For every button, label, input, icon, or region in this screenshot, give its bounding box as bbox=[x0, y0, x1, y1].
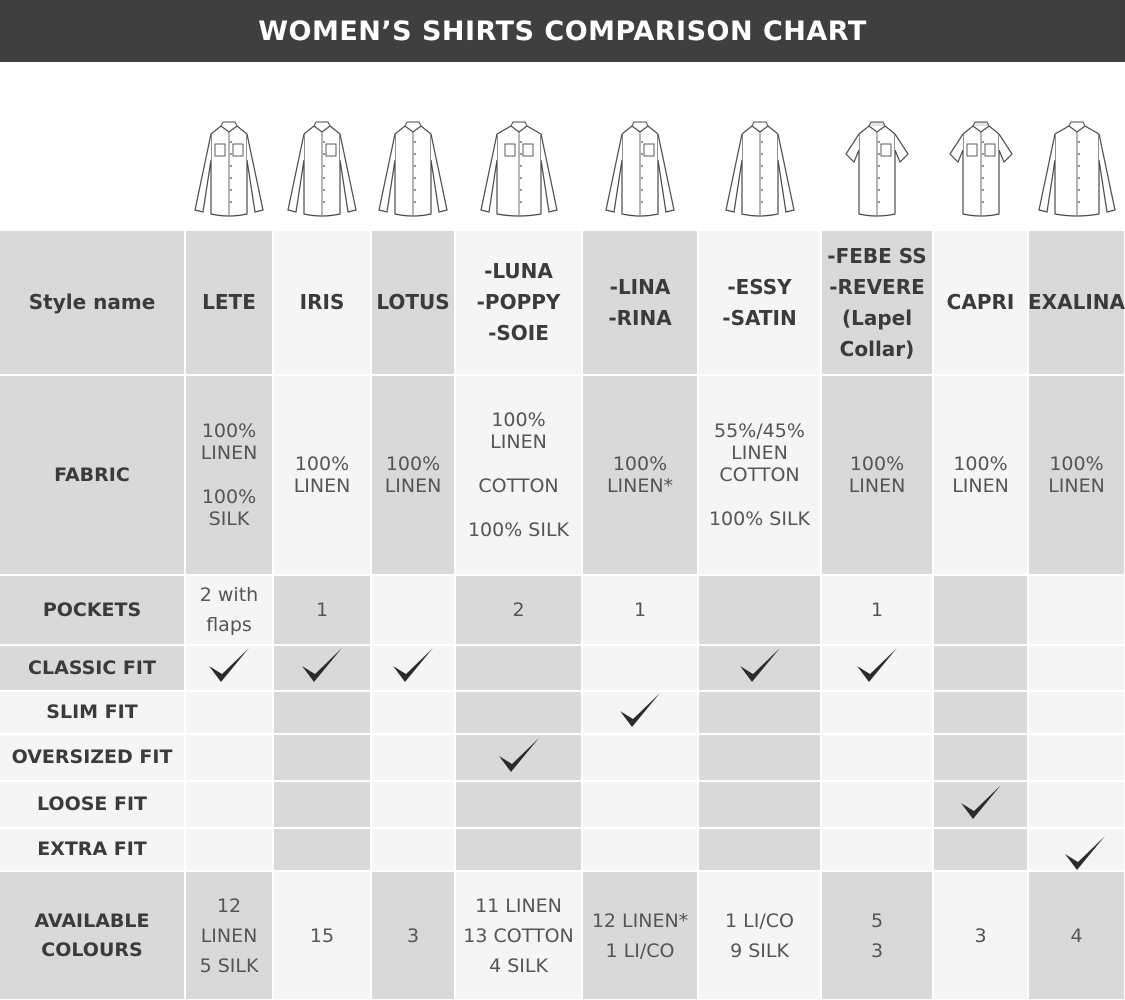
fit-cell bbox=[186, 646, 272, 690]
style-name: LETE bbox=[202, 290, 256, 314]
checkmark-icon bbox=[300, 646, 344, 690]
fit-cell bbox=[583, 782, 697, 827]
fit-cell bbox=[822, 692, 932, 733]
fabric-value: 55%/45% LINEN COTTON 100% SILK bbox=[708, 420, 811, 530]
fabric-value: 100% LINEN* bbox=[606, 453, 674, 497]
pockets-value: 1 bbox=[315, 599, 329, 621]
fit-cell bbox=[934, 782, 1027, 827]
fabric-cell bbox=[583, 376, 697, 574]
row-label-oversized-fit bbox=[0, 735, 184, 780]
pockets-cell bbox=[934, 576, 1027, 644]
fit-cell bbox=[456, 692, 581, 733]
fit-cell bbox=[699, 829, 820, 870]
fit-cell bbox=[1029, 782, 1124, 827]
pockets-cell bbox=[583, 576, 697, 644]
fit-cell bbox=[934, 735, 1027, 780]
style-name: IRIS bbox=[299, 290, 345, 314]
fabric-value: 100% LINEN COTTON 100% SILK bbox=[467, 409, 570, 541]
colours-cell bbox=[186, 872, 272, 999]
fit-cell bbox=[822, 646, 932, 690]
colours-value: 3 bbox=[974, 924, 987, 947]
row-label-style-name bbox=[0, 231, 184, 374]
pockets-cell bbox=[1029, 576, 1124, 644]
style-name-cell bbox=[456, 231, 581, 374]
fit-cell bbox=[372, 692, 454, 733]
row-label-text: CLASSIC FIT bbox=[28, 656, 156, 679]
style-name: -LUNA -POPPY -SOIE bbox=[476, 259, 561, 345]
fit-cell bbox=[372, 646, 454, 690]
fit-cell bbox=[934, 829, 1027, 870]
colours-cell bbox=[822, 872, 932, 999]
fit-cell bbox=[822, 829, 932, 870]
row-label-text: AVAILABLE COLOURS bbox=[34, 909, 150, 961]
style-name-cell bbox=[274, 231, 370, 374]
shirt-illustration-icon bbox=[842, 120, 912, 220]
style-name: -LINA -RINA bbox=[608, 274, 672, 330]
fit-cell bbox=[583, 735, 697, 780]
pockets-value: 1 bbox=[870, 599, 884, 621]
fit-cell bbox=[934, 692, 1027, 733]
colours-value: 12 LINEN* 1 LI/CO bbox=[591, 909, 689, 962]
style-name-cell bbox=[583, 231, 697, 374]
fit-cell bbox=[822, 735, 932, 780]
style-name-cell bbox=[186, 231, 272, 374]
colours-cell bbox=[372, 872, 454, 999]
colours-cell bbox=[1029, 872, 1124, 999]
pockets-cell bbox=[456, 576, 581, 644]
row-label-text: OVERSIZED FIT bbox=[11, 746, 173, 768]
colours-value: 1 LI/CO 9 SILK bbox=[725, 909, 794, 962]
fabric-cell bbox=[372, 376, 454, 574]
shirt-illustration-icon bbox=[378, 120, 448, 220]
fabric-value: 100% LINEN bbox=[952, 453, 1009, 497]
fit-cell bbox=[372, 782, 454, 827]
fabric-cell bbox=[274, 376, 370, 574]
checkmark-icon bbox=[618, 691, 662, 735]
header-bar bbox=[0, 0, 1125, 62]
fit-cell bbox=[456, 782, 581, 827]
row-label-extra-fit bbox=[0, 829, 184, 870]
shirt-illustration-icon bbox=[946, 120, 1016, 220]
colours-value: 15 bbox=[309, 924, 335, 947]
fit-cell bbox=[274, 735, 370, 780]
shirt-illustration-icon bbox=[725, 120, 795, 220]
fit-cell bbox=[699, 782, 820, 827]
fit-cell bbox=[1029, 646, 1124, 690]
fit-cell bbox=[274, 829, 370, 870]
fabric-cell bbox=[186, 376, 272, 574]
fit-cell bbox=[456, 735, 581, 780]
fabric-value: 100% LINEN bbox=[1048, 453, 1105, 497]
row-label-text: EXTRA FIT bbox=[37, 838, 147, 860]
style-name: LOTUS bbox=[376, 290, 450, 314]
fit-cell bbox=[456, 829, 581, 870]
fit-cell bbox=[186, 782, 272, 827]
row-label-classic-fit bbox=[0, 646, 184, 690]
style-name-cell bbox=[934, 231, 1027, 374]
shirt-illustrations-row bbox=[0, 62, 1125, 230]
shirt-illustration-icon bbox=[194, 120, 264, 220]
style-name: -FEBE SS -REVERE (Lapel Collar) bbox=[827, 243, 927, 361]
fabric-cell bbox=[699, 376, 820, 574]
style-name-cell bbox=[372, 231, 454, 374]
colours-cell bbox=[699, 872, 820, 999]
checkmark-icon bbox=[959, 783, 1003, 827]
fabric-value: 100% LINEN bbox=[384, 453, 442, 497]
row-label-text: Style name bbox=[28, 290, 156, 314]
fit-cell bbox=[1029, 692, 1124, 733]
checkmark-icon bbox=[1063, 834, 1107, 878]
shirt-illustration-icon bbox=[287, 120, 357, 220]
fit-cell bbox=[699, 692, 820, 733]
fit-cell bbox=[822, 782, 932, 827]
row-label-fabric bbox=[0, 376, 184, 574]
fit-cell bbox=[274, 646, 370, 690]
fit-cell bbox=[1029, 829, 1124, 870]
colours-cell bbox=[934, 872, 1027, 999]
style-name: EXALINA bbox=[1028, 290, 1125, 314]
checkmark-icon bbox=[497, 736, 541, 780]
fit-cell bbox=[372, 735, 454, 780]
style-name-cell bbox=[699, 231, 820, 374]
shirt-illustration-icon bbox=[484, 120, 554, 220]
checkmark-icon bbox=[855, 646, 899, 690]
fit-cell bbox=[274, 782, 370, 827]
row-label-text: FABRIC bbox=[54, 463, 130, 486]
fabric-cell bbox=[456, 376, 581, 574]
page-title: WOMEN’S SHIRTS COMPARISON CHART bbox=[258, 15, 867, 47]
colours-value: 3 bbox=[406, 924, 420, 947]
colours-value: 11 LINEN 13 COTTON 4 SILK bbox=[463, 894, 574, 977]
fabric-value: 100% LINEN 100% SILK bbox=[200, 420, 258, 530]
fabric-value: 100% LINEN bbox=[293, 453, 351, 497]
pockets-cell bbox=[699, 576, 820, 644]
fit-cell bbox=[583, 829, 697, 870]
colours-cell bbox=[456, 872, 581, 999]
fit-cell bbox=[274, 692, 370, 733]
fabric-cell bbox=[934, 376, 1027, 574]
fit-cell bbox=[699, 735, 820, 780]
checkmark-icon bbox=[207, 646, 251, 690]
colours-value: 12 LINEN 5 SILK bbox=[199, 894, 259, 977]
fit-cell bbox=[456, 646, 581, 690]
row-label-text: SLIM FIT bbox=[46, 701, 138, 723]
fabric-cell bbox=[822, 376, 932, 574]
pockets-cell bbox=[186, 576, 272, 644]
fabric-cell bbox=[1029, 376, 1124, 574]
pockets-cell bbox=[274, 576, 370, 644]
pockets-value: 2 bbox=[512, 599, 525, 621]
fit-cell bbox=[934, 646, 1027, 690]
checkmark-icon bbox=[391, 646, 435, 690]
pockets-value: 1 bbox=[633, 599, 647, 621]
fit-cell bbox=[583, 692, 697, 733]
fit-cell bbox=[583, 646, 697, 690]
row-label-pockets bbox=[0, 576, 184, 644]
shirt-illustration-icon bbox=[605, 120, 675, 220]
fit-cell bbox=[1029, 735, 1124, 780]
colours-value: 5 3 bbox=[870, 909, 884, 962]
fit-cell bbox=[186, 829, 272, 870]
row-label-text: LOOSE FIT bbox=[36, 793, 148, 815]
pockets-value: 2 with flaps bbox=[199, 584, 259, 636]
style-name: CAPRI bbox=[946, 290, 1015, 314]
row-label-available-colours bbox=[0, 872, 184, 999]
fit-cell bbox=[699, 646, 820, 690]
fit-cell bbox=[186, 735, 272, 780]
fit-cell bbox=[186, 692, 272, 733]
row-label-text: POCKETS bbox=[42, 598, 142, 621]
pockets-cell bbox=[372, 576, 454, 644]
colours-value: 4 bbox=[1070, 924, 1083, 947]
style-name-cell bbox=[822, 231, 932, 374]
row-label-loose-fit bbox=[0, 782, 184, 827]
shirt-illustration-icon bbox=[1042, 120, 1112, 220]
fit-cell bbox=[372, 829, 454, 870]
checkmark-icon bbox=[738, 646, 782, 690]
style-name: -ESSY -SATIN bbox=[722, 274, 797, 330]
row-label-slim-fit bbox=[0, 692, 184, 733]
style-name-cell bbox=[1029, 231, 1124, 374]
fabric-value: 100% LINEN bbox=[848, 453, 906, 497]
colours-cell bbox=[274, 872, 370, 999]
comparison-table bbox=[0, 230, 1125, 1000]
colours-cell bbox=[583, 872, 697, 999]
pockets-cell bbox=[822, 576, 932, 644]
